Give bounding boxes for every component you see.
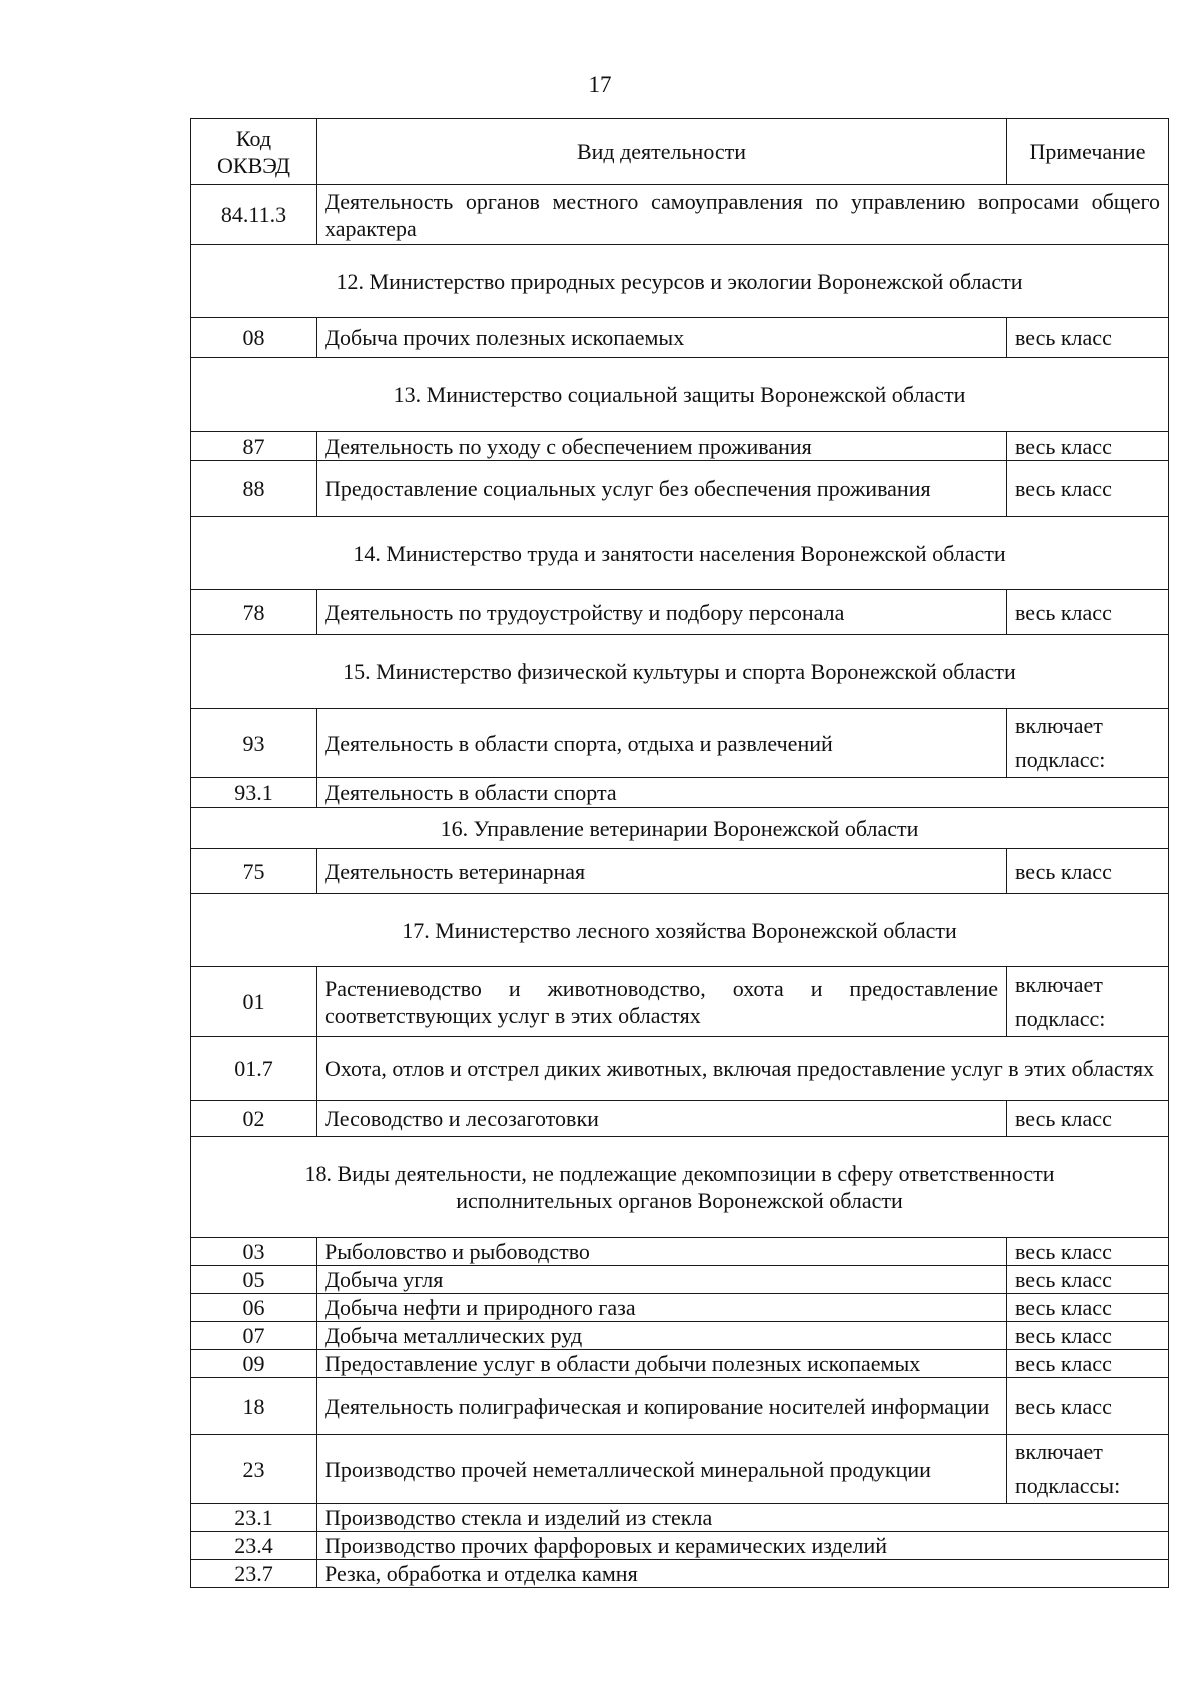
table-row xyxy=(191,461,1169,517)
table-row xyxy=(191,709,1169,778)
section-title: 18. Виды деятельности, не подлежащие декомпозиции в сферу ответственности исполнительных органов Воронежской области xyxy=(191,1137,1169,1238)
row-note: весь класс xyxy=(1007,1350,1169,1378)
row-activity: Добыча угля xyxy=(317,1266,1007,1294)
section-title: 15. Министерство физической культуры и спорта Воронежской области xyxy=(191,635,1169,709)
row-activity: Растениеводство и животноводство, охота и предоставление соответствующих услуг в этих областях xyxy=(317,967,1007,1037)
page-number: 17 xyxy=(588,72,612,97)
section-row xyxy=(191,894,1169,967)
row-code: 01.7 xyxy=(191,1037,317,1101)
row-code: 09 xyxy=(191,1350,317,1378)
row-note: весь класс xyxy=(1007,1238,1169,1266)
table-row xyxy=(191,1294,1169,1322)
row-note: включает подклассы: xyxy=(1007,1435,1169,1504)
row-note: весь класс xyxy=(1007,1266,1169,1294)
table-row xyxy=(191,1101,1169,1137)
row-note: весь класс xyxy=(1007,590,1169,635)
table-header-row xyxy=(191,119,1169,185)
row-code: 23.7 xyxy=(191,1560,317,1588)
row-activity: Охота, отлов и отстрел диких животных, включая предоставление услуг в этих областях xyxy=(317,1037,1169,1101)
row-code: 18 xyxy=(191,1378,317,1435)
section-title: 14. Министерство труда и занятости населения Воронежской области xyxy=(191,517,1169,590)
row-code: 93 xyxy=(191,709,317,778)
row-activity: Производство прочей неметаллической минеральной продукции xyxy=(317,1435,1007,1504)
row-note: весь класс xyxy=(1007,1101,1169,1137)
row-activity: Добыча прочих полезных ископаемых xyxy=(317,318,1007,358)
section-title: 12. Министерство природных ресурсов и экологии Воронежской области xyxy=(191,245,1169,318)
row-code: 23.1 xyxy=(191,1504,317,1532)
row-code: 05 xyxy=(191,1266,317,1294)
row-activity: Деятельность в области спорта, отдыха и развлечений xyxy=(317,709,1007,778)
row-code: 88 xyxy=(191,461,317,517)
row-code: 75 xyxy=(191,849,317,894)
table-row xyxy=(191,1378,1169,1435)
okved-table xyxy=(190,118,1169,1588)
row-activity: Деятельность органов местного самоуправления по управлению вопросами общего характера xyxy=(317,185,1169,245)
row-activity: Производство прочих фарфоровых и керамических изделий xyxy=(317,1532,1169,1560)
row-activity: Деятельность в области спорта xyxy=(317,778,1169,808)
section-row xyxy=(191,517,1169,590)
table-row xyxy=(191,849,1169,894)
row-activity: Предоставление социальных услуг без обеспечения проживания xyxy=(317,461,1007,517)
table-row xyxy=(191,1266,1169,1294)
table-row xyxy=(191,432,1169,461)
row-activity: Деятельность ветеринарная xyxy=(317,849,1007,894)
row-activity: Рыболовство и рыбоводство xyxy=(317,1238,1007,1266)
table-row xyxy=(191,1238,1169,1266)
row-note: весь класс xyxy=(1007,849,1169,894)
row-note: весь класс xyxy=(1007,461,1169,517)
row-note: включает подкласс: xyxy=(1007,709,1169,778)
row-activity: Деятельность по трудоустройству и подбору персонала xyxy=(317,590,1007,635)
row-activity: Резка, обработка и отделка камня xyxy=(317,1560,1169,1588)
section-row xyxy=(191,635,1169,709)
table-row xyxy=(191,1350,1169,1378)
row-code: 01 xyxy=(191,967,317,1037)
section-title: 16. Управление ветеринарии Воронежской области xyxy=(191,808,1169,849)
table-row xyxy=(191,1037,1169,1101)
row-note: включает подкласс: xyxy=(1007,967,1169,1037)
row-code: 93.1 xyxy=(191,778,317,808)
row-code: 84.11.3 xyxy=(191,185,317,245)
row-code: 78 xyxy=(191,590,317,635)
section-title: 17. Министерство лесного хозяйства Воронежской области xyxy=(191,894,1169,967)
row-code: 87 xyxy=(191,432,317,461)
row-activity: Деятельность полиграфическая и копирование носителей информации xyxy=(317,1378,1007,1435)
header-code-line1: Код xyxy=(235,125,272,151)
row-code: 06 xyxy=(191,1294,317,1322)
row-code: 07 xyxy=(191,1322,317,1350)
row-note: весь класс xyxy=(1007,318,1169,358)
row-note: весь класс xyxy=(1007,432,1169,461)
row-activity: Лесоводство и лесозаготовки xyxy=(317,1101,1007,1137)
row-code: 02 xyxy=(191,1101,317,1137)
row-activity: Производство стекла и изделий из стекла xyxy=(317,1504,1169,1532)
row-code: 23 xyxy=(191,1435,317,1504)
table-row xyxy=(191,778,1169,808)
row-activity: Предоставление услуг в области добычи полезных ископаемых xyxy=(317,1350,1007,1378)
row-activity: Деятельность по уходу с обеспечением проживания xyxy=(317,432,1007,461)
table-row xyxy=(191,1435,1169,1504)
row-code: 08 xyxy=(191,318,317,358)
row-note: весь класс xyxy=(1007,1322,1169,1350)
row-activity: Добыча нефти и природного газа xyxy=(317,1294,1007,1322)
row-note: весь класс xyxy=(1007,1378,1169,1435)
table-row xyxy=(191,318,1169,358)
section-row xyxy=(191,245,1169,318)
section-row xyxy=(191,358,1169,432)
table-row xyxy=(191,590,1169,635)
row-note: весь класс xyxy=(1007,1294,1169,1322)
table-row xyxy=(191,967,1169,1037)
header-note: Примечание xyxy=(1007,119,1169,185)
section-row xyxy=(191,808,1169,849)
row-activity: Добыча металлических руд xyxy=(317,1322,1007,1350)
table-row xyxy=(191,1322,1169,1350)
table-row xyxy=(191,1532,1169,1560)
table-row xyxy=(191,1560,1169,1588)
table-row xyxy=(191,185,1169,245)
section-row xyxy=(191,1137,1169,1238)
row-code: 03 xyxy=(191,1238,317,1266)
table-row xyxy=(191,1504,1169,1532)
header-code xyxy=(191,119,317,185)
header-activity: Вид деятельности xyxy=(317,119,1007,185)
row-code: 23.4 xyxy=(191,1532,317,1560)
section-title: 13. Министерство социальной защиты Воронежской области xyxy=(191,358,1169,432)
header-code-line2: ОКВЭД xyxy=(217,152,290,178)
